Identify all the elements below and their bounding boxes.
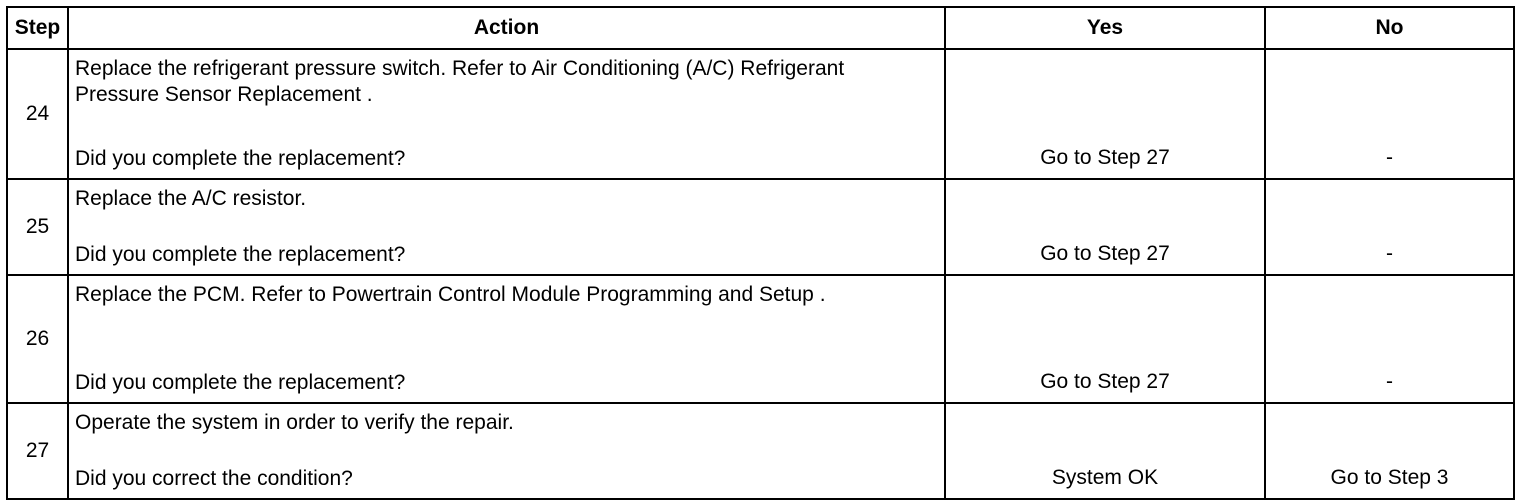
no-result: - <box>1265 275 1514 403</box>
header-action: Action <box>68 7 945 49</box>
table-row <box>7 275 1514 403</box>
action-question: Did you complete the replacement? <box>75 243 406 266</box>
no-result: - <box>1265 49 1514 179</box>
yes-result: Go to Step 27 <box>945 179 1265 275</box>
action-question: Did you complete the replacement? <box>75 371 406 394</box>
action-cell <box>68 49 945 179</box>
action-instruction: Replace the PCM. Refer to Powertrain Control Module Programming and Setup . <box>75 283 826 306</box>
diagnostic-steps-table <box>6 6 1515 500</box>
no-result: - <box>1265 179 1514 275</box>
header-no: No <box>1265 7 1514 49</box>
action-instruction: Replace the refrigerant pressure switch. Refer to Air Conditioning (A/C) Refrigerant Pressure Sensor Replacement . <box>75 57 845 106</box>
action-instruction: Operate the system in order to verify the repair. <box>75 411 514 434</box>
table-row <box>7 179 1514 275</box>
table-row <box>7 49 1514 179</box>
action-cell <box>68 403 945 499</box>
header-yes: Yes <box>945 7 1265 49</box>
action-cell <box>68 179 945 275</box>
yes-result: Go to Step 27 <box>945 49 1265 179</box>
action-cell <box>68 275 945 403</box>
step-number: 26 <box>7 275 68 403</box>
yes-result: System OK <box>945 403 1265 499</box>
yes-result: Go to Step 27 <box>945 275 1265 403</box>
step-number: 25 <box>7 179 68 275</box>
action-instruction: Replace the A/C resistor. <box>75 187 307 210</box>
action-question: Did you complete the replacement? <box>75 147 406 170</box>
table-row <box>7 403 1514 499</box>
header-row <box>7 7 1514 49</box>
step-number: 27 <box>7 403 68 499</box>
action-question: Did you correct the condition? <box>75 467 353 490</box>
step-number: 24 <box>7 49 68 179</box>
header-step: Step <box>7 7 68 49</box>
no-result: Go to Step 3 <box>1265 403 1514 499</box>
